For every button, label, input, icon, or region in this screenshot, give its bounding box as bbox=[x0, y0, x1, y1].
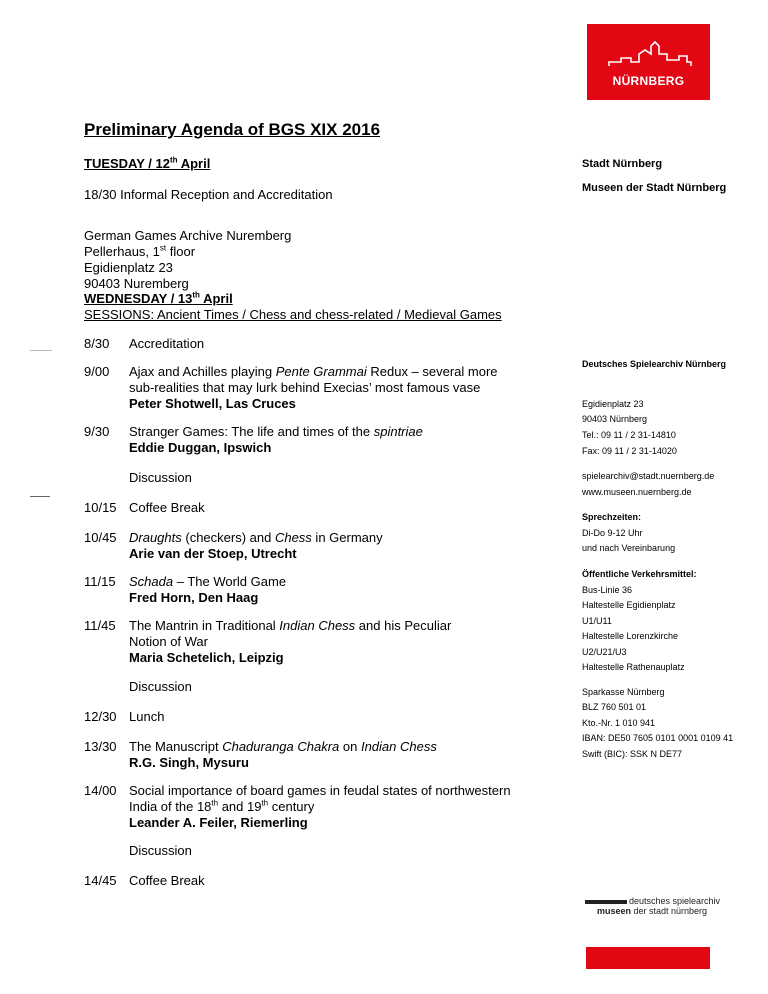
agenda-time: 9/30 bbox=[84, 424, 110, 439]
day-heading-tuesday: TUESDAY / 12th April bbox=[84, 155, 211, 171]
sidebar-bank: BLZ 760 501 01 bbox=[582, 702, 647, 712]
agenda-item: Coffee Break bbox=[129, 500, 205, 515]
sidebar-transit: Haltestelle Egidienplatz bbox=[582, 600, 676, 610]
sidebar-transit: Haltestelle Rathenauplatz bbox=[582, 662, 685, 672]
sidebar-dept: Deutsches Spielearchiv Nürnberg bbox=[582, 359, 727, 369]
sidebar-hours: Di-Do 9-12 Uhr bbox=[582, 528, 643, 538]
speaker: Arie van der Stoep, Utrecht bbox=[129, 546, 297, 561]
sidebar-address: Egidienplatz 23 bbox=[582, 399, 644, 409]
sidebar-bank: IBAN: DE50 7605 0101 0001 0109 41 bbox=[582, 733, 734, 743]
page-title: Preliminary Agenda of BGS XIX 2016 bbox=[84, 120, 381, 139]
venue-address: German Games Archive Nuremberg Pellerhaus, 1st floor Egidienplatz 23 90403 Nuremberg bbox=[84, 228, 292, 291]
sidebar-org: Stadt Nürnberg bbox=[582, 158, 663, 170]
agenda-time: 11/45 bbox=[84, 618, 116, 633]
day-heading-wednesday: WEDNESDAY / 13th April bbox=[84, 290, 233, 306]
logo-wordmark: NÜRNBERG bbox=[612, 74, 685, 88]
castle-skyline-icon bbox=[587, 24, 710, 74]
sidebar-transit-heading: Öffentliche Verkehrsmittel: bbox=[582, 569, 697, 579]
sidebar-hours: und nach Vereinbarung bbox=[582, 543, 676, 553]
sidebar-email[interactable]: spielearchiv@stadt.nuernberg.de bbox=[582, 471, 715, 481]
sidebar-address: 90403 Nürnberg bbox=[582, 414, 648, 424]
red-footer-bar bbox=[586, 947, 710, 969]
agenda-item: Coffee Break bbox=[129, 873, 205, 888]
agenda-time: 9/00 bbox=[84, 364, 110, 379]
speaker: Maria Schetelich, Leipzig bbox=[129, 650, 284, 665]
agenda-discussion: Discussion bbox=[129, 679, 192, 694]
agenda-talk: Social importance of board games in feudal states of northwestern India of the 18th and 19th century Leander A. Feiler, Riemerling bbox=[129, 783, 569, 831]
nuernberg-logo bbox=[587, 24, 710, 100]
sidebar-org: Museen der Stadt Nürnberg bbox=[582, 182, 727, 194]
sidebar-hours-heading: Sprechzeiten: bbox=[582, 512, 642, 522]
agenda-time: 13/30 bbox=[84, 739, 117, 754]
agenda-item: Lunch bbox=[129, 709, 165, 724]
agenda-talk: The Mantrin in Traditional Indian Chess and his Peculiar Notion of War Maria Schetelich, Leipzig bbox=[129, 618, 569, 666]
sidebar-fax: Fax: 09 11 / 2 31-14020 bbox=[582, 446, 677, 456]
speaker: Fred Horn, Den Haag bbox=[129, 590, 259, 605]
agenda-time: 14/00 bbox=[84, 783, 117, 798]
agenda-time: 11/15 bbox=[84, 574, 116, 589]
agenda-talk: Ajax and Achilles playing Pente Grammai Redux – several more sub-realities that may lurk behind Execias’ most famous vase Peter Shotwell, Las Cruces bbox=[129, 364, 569, 412]
logo-bar bbox=[585, 900, 627, 904]
agenda-time: 14/45 bbox=[84, 873, 117, 888]
agenda-discussion: Discussion bbox=[129, 843, 192, 858]
sidebar-transit: Haltestelle Lorenzkirche bbox=[582, 631, 679, 641]
spielearchiv-logo: deutsches spielearchiv museen der stadt nürnberg bbox=[585, 896, 725, 926]
speaker: R.G. Singh, Mysuru bbox=[129, 755, 249, 770]
sidebar-transit: U2/U21/U3 bbox=[582, 647, 627, 657]
speaker: Eddie Duggan, Ipswich bbox=[129, 440, 272, 455]
sidebar-tel: Tel.: 09 11 / 2 31-14810 bbox=[582, 430, 676, 440]
fold-mark bbox=[30, 496, 50, 497]
agenda-time: 10/15 bbox=[84, 500, 117, 515]
sessions-line: SESSIONS: Ancient Times / Chess and chess-related / Medieval Games bbox=[84, 307, 502, 322]
sidebar-bank: Sparkasse Nürnberg bbox=[582, 687, 665, 697]
sidebar-bank: Kto.-Nr. 1 010 941 bbox=[582, 718, 656, 728]
fold-mark bbox=[30, 350, 52, 351]
agenda-talk: Schada – The World Game Fred Horn, Den Haag bbox=[129, 574, 569, 606]
sidebar-web[interactable]: www.museen.nuernberg.de bbox=[582, 487, 692, 497]
speaker: Peter Shotwell, Las Cruces bbox=[129, 396, 296, 411]
sidebar-transit: U1/U11 bbox=[582, 616, 612, 626]
agenda-item: Accreditation bbox=[129, 336, 205, 351]
agenda-talk: Draughts (checkers) and Chess in Germany Arie van der Stoep, Utrecht bbox=[129, 530, 569, 562]
speaker: Leander A. Feiler, Riemerling bbox=[129, 815, 308, 830]
agenda-time: 8/30 bbox=[84, 336, 110, 351]
agenda-time: 10/45 bbox=[84, 530, 117, 545]
sidebar-transit: Bus-Linie 36 bbox=[582, 585, 633, 595]
agenda-talk: The Manuscript Chaduranga Chakra on Indian Chess R.G. Singh, Mysuru bbox=[129, 739, 569, 771]
agenda-talk: Stranger Games: The life and times of the spintriae Eddie Duggan, Ipswich bbox=[129, 424, 569, 456]
agenda-time: 12/30 bbox=[84, 709, 117, 724]
agenda-discussion: Discussion bbox=[129, 470, 192, 485]
reception-line: 18/30 Informal Reception and Accreditation bbox=[84, 187, 333, 202]
sidebar-bank: Swift (BIC): SSK N DE77 bbox=[582, 749, 683, 759]
